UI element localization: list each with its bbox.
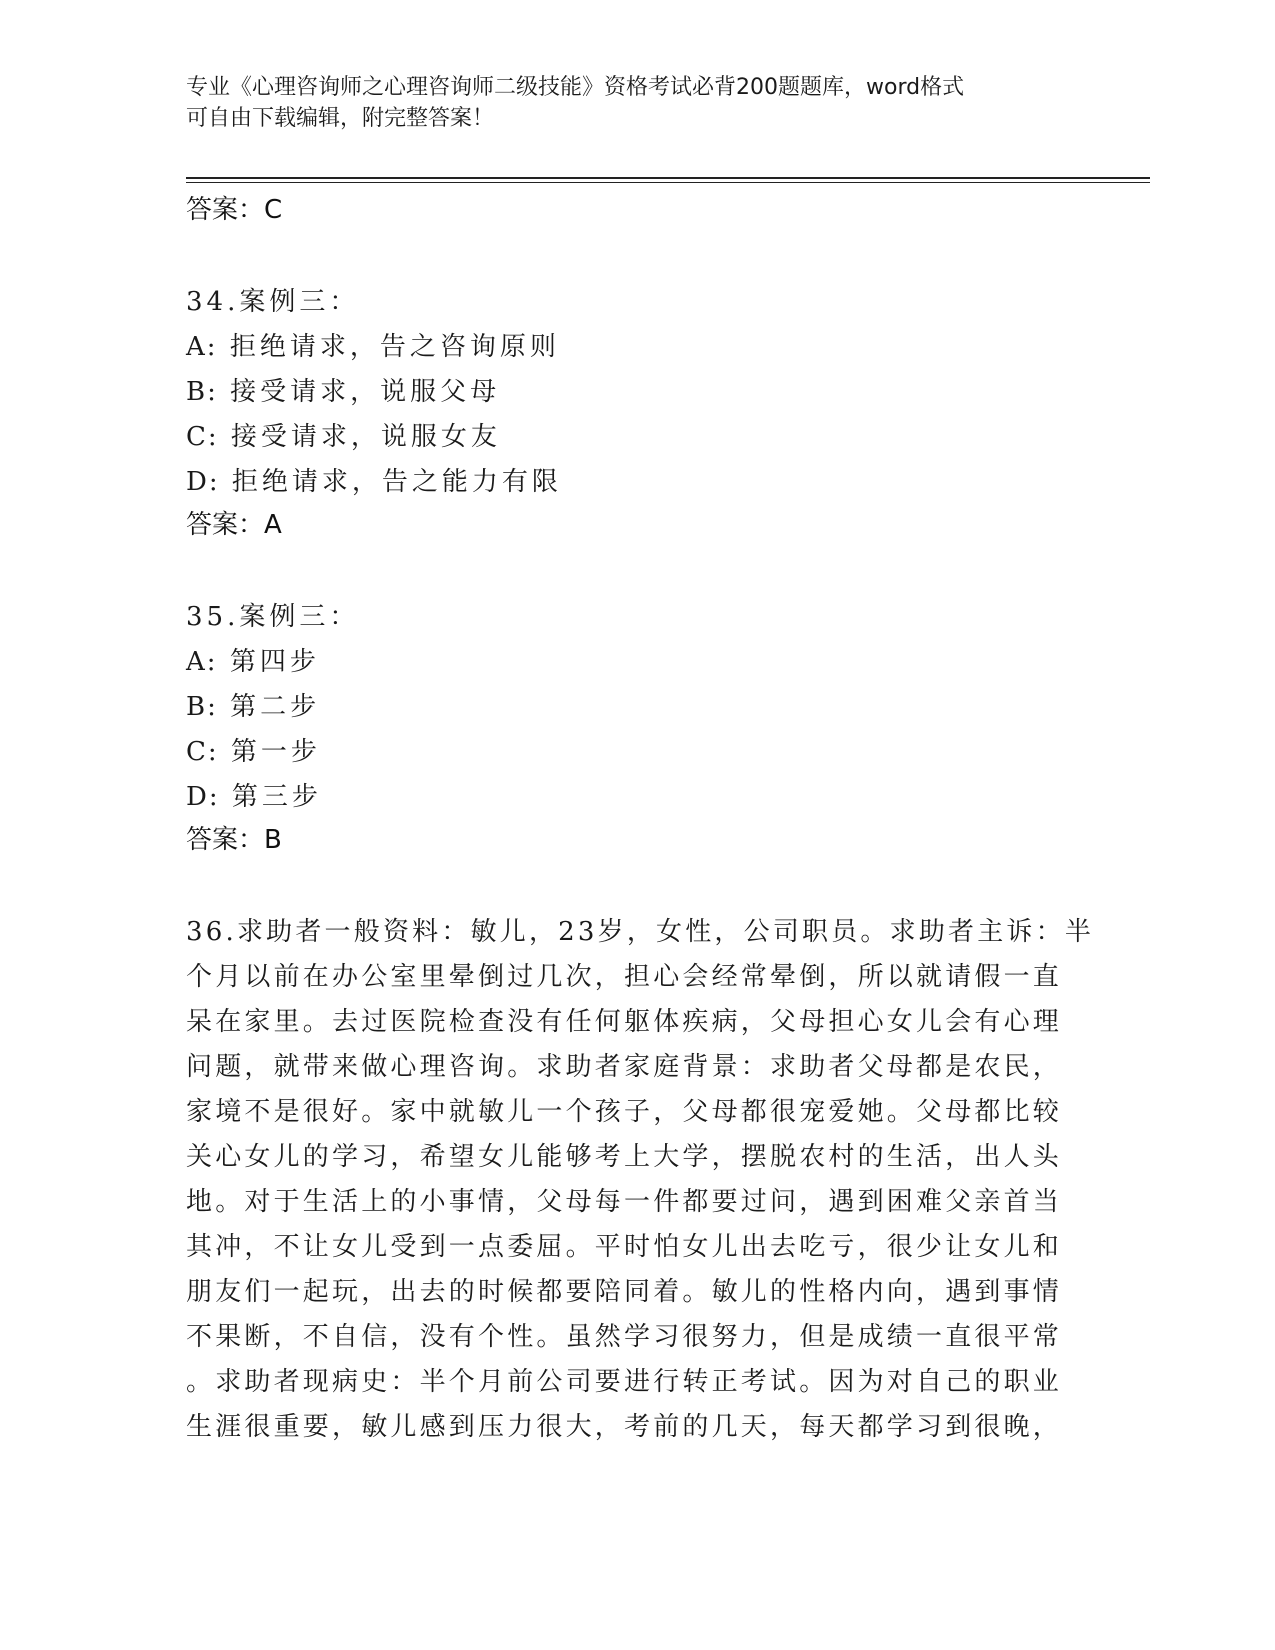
option-key: B: xyxy=(186,377,218,407)
header-line-2: 可自由下载编辑，附完整答案！ xyxy=(186,106,495,131)
answer-previous: 答案：C xyxy=(186,195,283,225)
option-key: A: xyxy=(186,332,218,362)
question-35-answer: 答案：B xyxy=(186,825,282,855)
question-36-line: 。求助者现病史：半个月前公司要进行转正考试。因为对自己的职业 xyxy=(186,1367,1063,1397)
question-36-line: 家境不是很好。家中就敏儿一个孩子，父母都很宠爱她。父母都比较 xyxy=(186,1097,1063,1127)
option-text: 接受请求，说服父母 xyxy=(230,377,501,407)
question-36-line: 个月以前在办公室里晕倒过几次，担心会经常晕倒，所以就请假一直 xyxy=(186,962,1063,992)
question-36-line: 关心女儿的学习，希望女儿能够考上大学，摆脱农村的生活，出人头 xyxy=(186,1142,1063,1172)
question-36-line: 36.求助者一般资料：敏儿，23岁，女性，公司职员。求助者主诉：半 xyxy=(186,917,1095,947)
option-text: 第四步 xyxy=(229,647,320,677)
question-35-title: 35.案例三： xyxy=(186,602,360,632)
header-divider-thin xyxy=(186,182,1150,183)
option-text: 第二步 xyxy=(230,692,321,722)
option-text: 拒绝请求，告之咨询原则 xyxy=(229,332,560,362)
page-header xyxy=(186,72,1066,134)
option-key: C: xyxy=(186,422,219,452)
question-34-option-c xyxy=(186,415,1086,460)
option-text: 接受请求，说服女友 xyxy=(230,422,501,452)
question-36-line: 问题，就带来做心理咨询。求助者家庭背景：求助者父母都是农民， xyxy=(186,1052,1063,1082)
question-36-line: 地。对于生活上的小事情，父母每一件都要过问，遇到困难父亲首当 xyxy=(186,1187,1063,1217)
question-35 xyxy=(186,595,1086,860)
option-text: 拒绝请求，告之能力有限 xyxy=(231,467,562,497)
header-line-1: 专业《心理咨询师之心理咨询师二级技能》资格考试必背200题题库，word格式 xyxy=(186,75,965,100)
question-36-line: 其冲，不让女儿受到一点委屈。平时怕女儿出去吃亏，很少让女儿和 xyxy=(186,1232,1063,1262)
question-34-option-b xyxy=(186,370,1086,415)
question-36-line: 朋友们一起玩，出去的时候都要陪同着。敏儿的性格内向，遇到事情 xyxy=(186,1277,1063,1307)
question-34 xyxy=(186,280,1086,545)
question-34-answer: 答案：A xyxy=(186,510,282,540)
question-35-option-b xyxy=(186,685,1086,730)
option-key: D: xyxy=(186,782,220,812)
question-35-option-c xyxy=(186,730,1086,775)
document-body xyxy=(186,190,1095,1450)
question-36-line: 生涯很重要，敏儿感到压力很大，考前的几天，每天都学习到很晚， xyxy=(186,1412,1063,1442)
option-key: A: xyxy=(186,647,218,677)
option-text: 第一步 xyxy=(230,737,321,767)
question-35-option-a xyxy=(186,640,1086,685)
option-key: D: xyxy=(186,467,220,497)
option-key: C: xyxy=(186,737,219,767)
question-36-line: 不果断，不自信，没有个性。虽然学习很努力，但是成绩一直很平常 xyxy=(186,1322,1063,1352)
question-36 xyxy=(186,910,1095,1450)
question-36-line: 呆在家里。去过医院检查没有任何躯体疾病，父母担心女儿会有心理 xyxy=(186,1007,1063,1037)
question-34-option-a xyxy=(186,325,1086,370)
question-34-title: 34.案例三： xyxy=(186,287,360,317)
option-text: 第三步 xyxy=(231,782,322,812)
question-34-option-d xyxy=(186,460,1086,505)
option-key: B: xyxy=(186,692,218,722)
question-35-option-d xyxy=(186,775,1086,820)
header-divider-thick xyxy=(186,177,1150,179)
